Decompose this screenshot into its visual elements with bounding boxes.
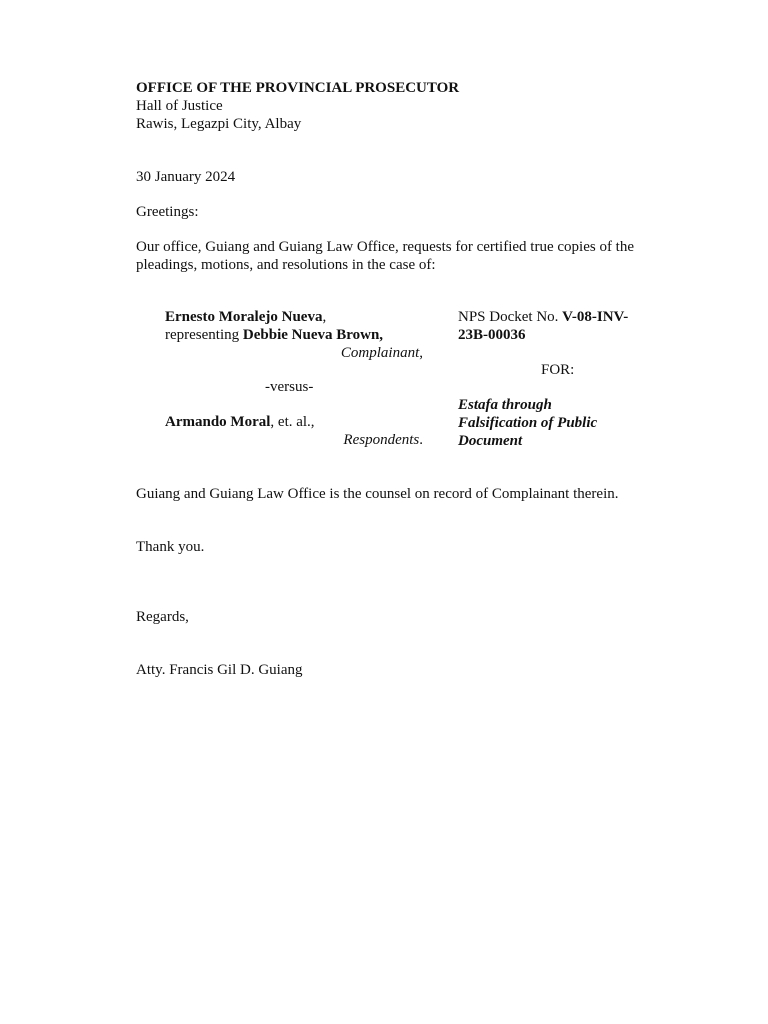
signatory-name: Atty. Francis Gil D. Guiang — [136, 662, 303, 678]
addressee-building: Hall of Justice — [136, 98, 223, 114]
complainant-name-suffix: , — [322, 309, 327, 325]
closing-text: Regards, — [136, 609, 189, 625]
complainant-label-suffix: , — [419, 345, 423, 361]
intro-text: Our office, Guiang and Guiang Law Office, requests for certified true copies of the pleadings, motions, and resolutions in the case of: — [136, 239, 635, 273]
complainant-line — [165, 308, 423, 326]
docket-line-1 — [458, 308, 668, 326]
caption-docket — [458, 308, 668, 344]
respondent-name: Armando Moral — [165, 414, 271, 430]
representing-line — [165, 326, 423, 344]
date-text: 30 January 2024 — [136, 169, 236, 185]
letter-date — [136, 168, 678, 186]
addressee-address: Rawis, Legazpi City, Albay — [136, 116, 302, 132]
offense-block — [458, 396, 668, 450]
respondents-label-suffix: . — [419, 432, 423, 448]
thanks-text: Thank you. — [136, 539, 205, 555]
greeting-text: Greetings: — [136, 204, 199, 220]
represented-name: Debbie Nueva Brown, — [242, 327, 384, 343]
respondents-label-line — [165, 431, 423, 449]
versus-line — [265, 378, 313, 396]
for-label — [541, 361, 574, 379]
closing — [136, 608, 678, 626]
body-text: Guiang and Guiang Law Office is the counsel on record of Complainant therein. — [136, 486, 619, 502]
offense-line-3: Document — [458, 433, 523, 449]
versus-text: -versus- — [265, 379, 314, 395]
caption-respondents — [165, 413, 423, 449]
respondent-suffix: , et. al., — [270, 414, 315, 430]
caption-parties — [165, 308, 423, 362]
complainant-label: Complainant — [340, 345, 420, 361]
signatory — [136, 661, 678, 679]
docket-number-part1: V-08-INV- — [562, 309, 629, 325]
complainant-label-line — [165, 344, 423, 362]
offense-line-1: Estafa through — [458, 397, 552, 413]
offense-line-2: Falsification of Public — [458, 415, 598, 431]
for-text: FOR: — [541, 362, 575, 378]
addressee-block — [136, 79, 678, 133]
respondent-line — [165, 413, 423, 431]
greeting — [136, 203, 678, 221]
representing-text: representing — [165, 327, 243, 343]
addressee-office: OFFICE OF THE PROVINCIAL PROSECUTOR — [136, 80, 460, 96]
respondents-label: Respondents — [343, 432, 420, 448]
body-paragraph — [136, 485, 678, 503]
docket-number-part2: 23B-00036 — [458, 327, 526, 343]
intro-paragraph — [136, 238, 678, 274]
complainant-name: Ernesto Moralejo Nueva — [165, 309, 323, 325]
thanks — [136, 538, 678, 556]
docket-prefix: NPS Docket No. — [458, 309, 563, 325]
